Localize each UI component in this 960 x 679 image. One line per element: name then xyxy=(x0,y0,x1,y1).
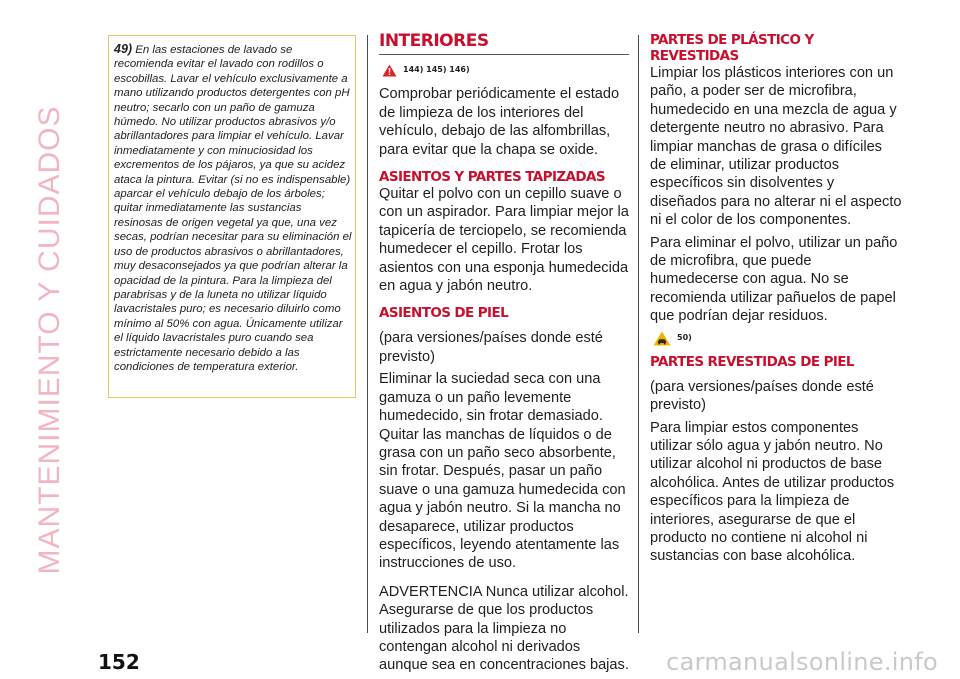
heading-partes-revestidas-piel: PARTES REVESTIDAS DE PIEL xyxy=(650,353,854,370)
watermark: carmanualsonline.info xyxy=(666,648,938,676)
note-reference xyxy=(653,330,902,348)
note-box xyxy=(108,35,356,398)
interiores-intro: Comprobar periódicamente el estado de limpieza de los interiores del vehículo, debajo de las alfombrillas, para evitar que la chapa se oxide. xyxy=(379,86,620,158)
asientos-piel-availability: (para versiones/países donde esté previsto) xyxy=(379,330,603,365)
warning-triangle-icon xyxy=(382,64,397,77)
revestidas-text: Para limpiar estos componentes utilizar sólo agua y jabón neutro. No utilizar alcohol ni productos de base alcohólica. Antes de utilizar productos específicos para la limpieza de interiores, asegurarse de que el producto no contiene ni alcohol ni sustancias con base alcohólica. xyxy=(650,419,895,565)
asientos-tapizadas-text: Quitar el polvo con un cepillo suave o con un aspirador. Para limpiar mejor la tapicería de terciopelo, se recomienda humedecer el cepillo. Frotar los asientos con una esponja humedecida en agua y jabón neutro. xyxy=(379,186,629,295)
car-note-icon xyxy=(653,331,671,346)
side-section-title: MANTENIMIENTO Y CUIDADOS xyxy=(33,105,66,575)
heading-asientos-tapizadas: ASIENTOS Y PARTES TAPIZADAS xyxy=(379,169,605,186)
heading-asientos-piel: ASIENTOS DE PIEL xyxy=(379,305,509,322)
warning-references xyxy=(382,61,629,79)
plastico-text-1: Limpiar los plásticos interiores con un paño, a poder ser de microfibra, humedecido en una mezcla de agua y detergente neutro no abrasivo. Para limpiar manchas de grasa o difíciles de eliminar, utilizar productos específicos sin disolventes y diseñados para no alterar ni el aspecto ni el color de los componentes. xyxy=(650,65,902,229)
asientos-piel-warning: ADVERTENCIA Nunca utilizar alcohol. Asegurarse de que los productos utilizados para la limpieza no contengan alcohol ni derivados aunque sea en concentraciones bajas. xyxy=(379,583,629,674)
note-ref-text: 50) xyxy=(677,333,692,343)
section-heading-interiores: INTERIORES xyxy=(379,32,629,55)
note-number: 49) xyxy=(114,42,133,56)
column-interiores xyxy=(379,32,629,679)
note-text: En las estaciones de lavado se recomienda evitar el lavado con rodillos o escobillas. Lavar el vehículo exclusivamente a mano utilizando productos detergentes con pH neutro; secarlo con un paño de gamuza húmedo. No utilizar productos abrasivos y/o abrillantadores para limpiar el vehículo. Lavar inmediatamente y con minuciosidad los excrementos de los pájaros, ya que su acidez ataca la pintura. Evitar (si no es indispensable) aparcar el vehículo debajo de los árboles; quitar inmediatamente las sustancias resinosas de origen vegetal ya que, una vez secas, podrían necesitar para su eliminación el uso de productos abrasivos o abrillantadores, muy desaconsejados ya que podrían alterar la opacidad de la pintura. Para la limpieza del parabrisas y de la luneta no utilizar líquido lavacristales puro; es necesario diluirlo como mínimo al 50% con agua. Únicamente utilizar el líquido lavacristales puro cuando sea estrictamente necesario debido a las condiciones de temperatura exterior. xyxy=(114,44,352,373)
column-divider-right xyxy=(638,35,639,633)
plastico-text-2: Para eliminar el polvo, utilizar un paño de microfibra, que puede humedecerse con agua. No se recomienda utilizar pañuelos de papel que podrían dejar residuos. xyxy=(650,234,898,325)
revestidas-availability: (para versiones/países donde esté previsto) xyxy=(650,378,874,414)
column-divider-left xyxy=(367,35,368,633)
asientos-piel-cleaning: Eliminar la suciedad seca con una gamuza o un paño levemente humedecido, sin frotar demasiado. Quitar las manchas de líquidos o de grasa con un paño seco absorbente, sin frotar. Después, pasar un paño suave o una gamuza humedecida con agua y jabón neutro. Si la mancha no desaparece, utilizar productos específicos, leyendo atentamente las instrucciones de uso. xyxy=(379,371,626,572)
warning-refs-text: 144) 145) 146) xyxy=(403,65,470,75)
page-number: 152 xyxy=(98,650,140,674)
heading-partes-plastico: PARTES DE PLÁSTICO Y REVESTIDAS xyxy=(650,32,814,64)
column-plasticos xyxy=(650,32,902,570)
